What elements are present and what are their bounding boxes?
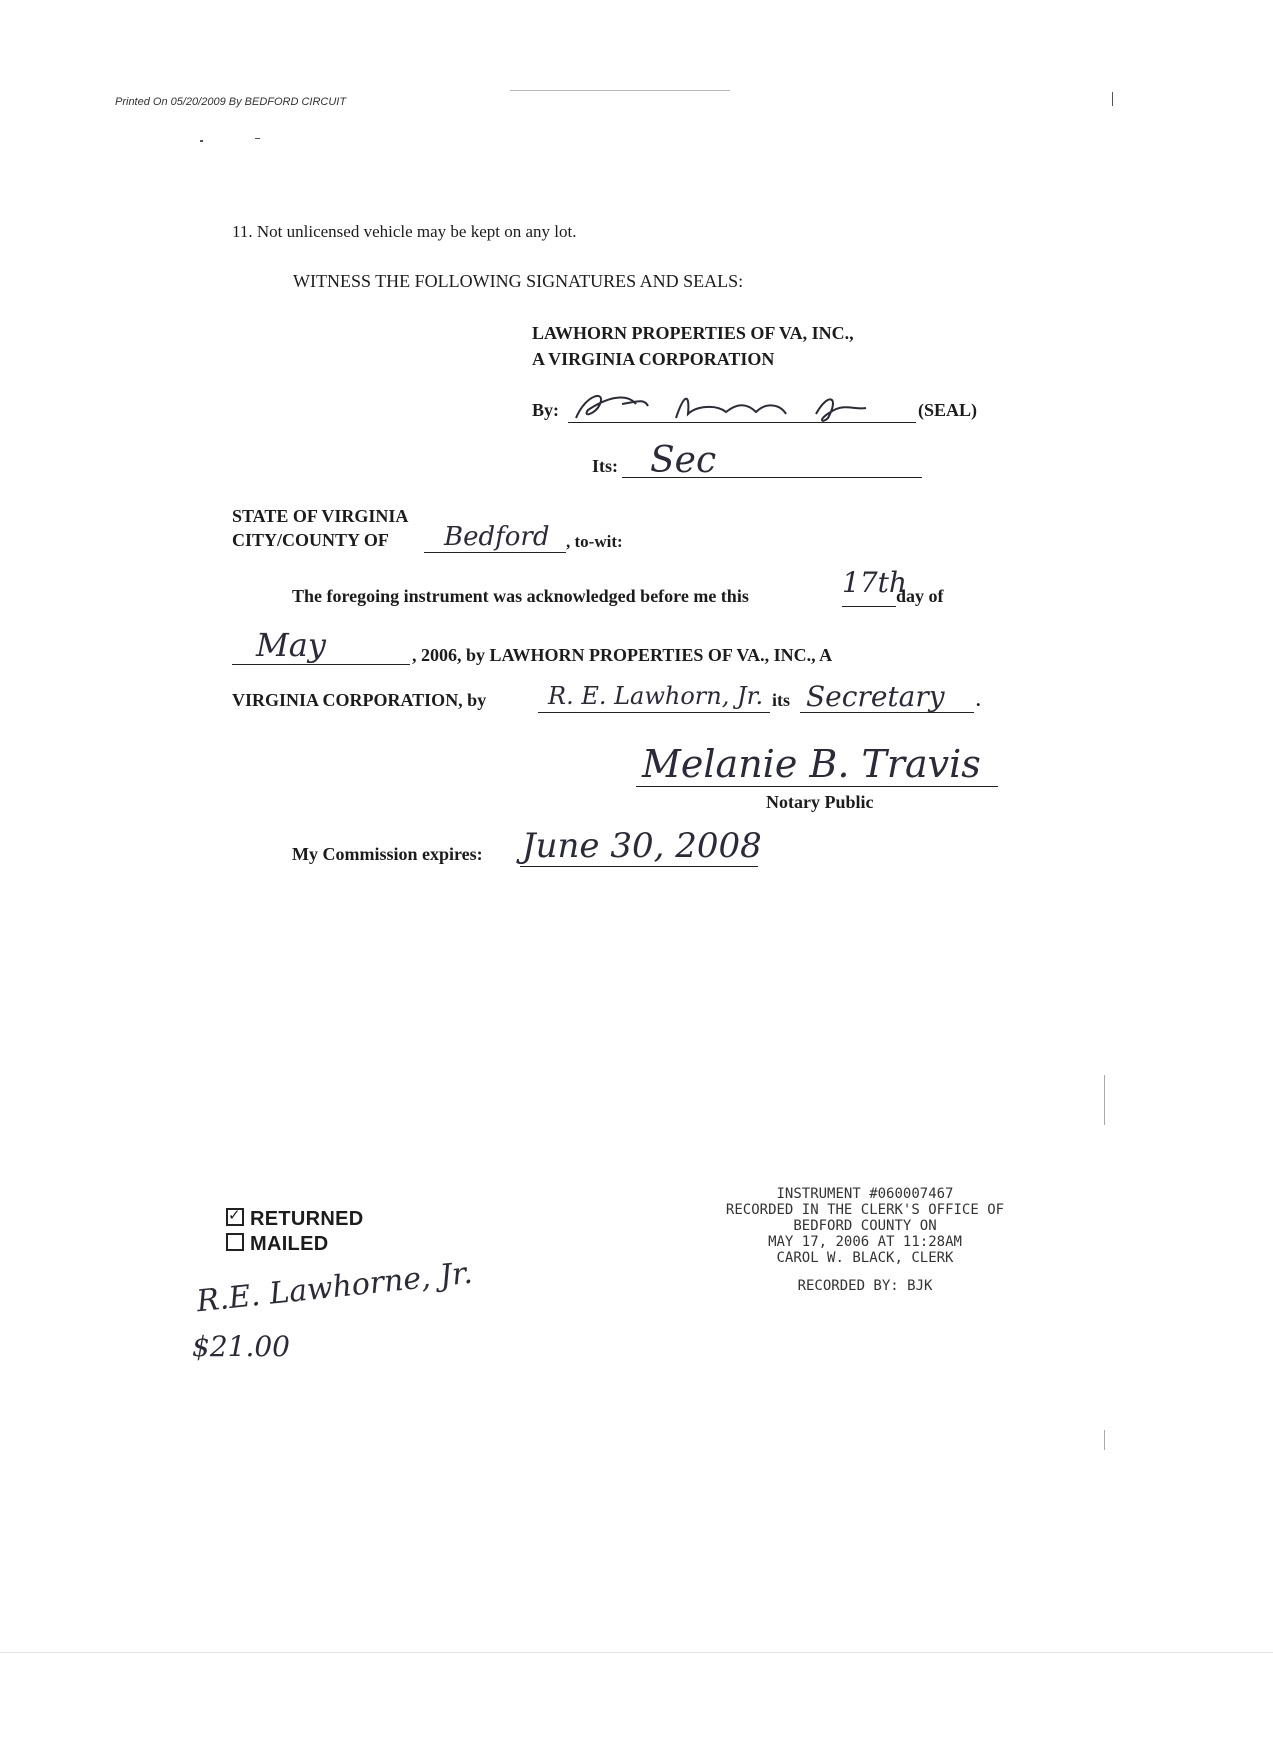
state-line: STATE OF VIRGINIA	[232, 506, 409, 526]
corporate-signature	[566, 384, 916, 430]
scan-speck	[200, 140, 203, 142]
its-word: its	[772, 690, 790, 710]
seal-label: (SEAL)	[918, 400, 978, 420]
commission-value-handwritten: June 30, 2008	[522, 826, 762, 866]
scan-edge-mark	[1104, 1075, 1105, 1125]
recording-stamp	[700, 1186, 1030, 1294]
mailed-label: MAILED	[250, 1233, 329, 1255]
acknowledgment-sentence: The foregoing instrument was acknowledged before me this	[292, 586, 749, 606]
county-value-handwritten: Bedford	[444, 522, 550, 552]
notary-signature-handwritten: Melanie B. Travis	[642, 742, 981, 786]
commission-label: My Commission expires:	[292, 844, 483, 864]
recording-line: CAROL W. BLACK, CLERK	[776, 1250, 954, 1266]
commission-line	[520, 866, 758, 867]
scan-bottom-edge	[0, 1652, 1273, 1653]
by-label: By:	[532, 400, 559, 420]
printed-on-header: Printed On 05/20/2009 By BEDFORD CIRCUIT	[115, 96, 347, 108]
mailed-checkbox	[226, 1233, 244, 1251]
its-label: Its:	[592, 456, 618, 476]
day-value-handwritten: 17th	[842, 566, 907, 599]
corporation-type: A VIRGINIA CORPORATION	[532, 349, 775, 369]
returned-label: RETURNED	[250, 1208, 364, 1230]
county-prefix: CITY/COUNTY OF	[232, 530, 389, 550]
recording-line: MAY 17, 2006 AT 11:28AM	[768, 1234, 962, 1250]
recording-line: RECORDED IN THE CLERK'S OFFICE OF	[725, 1202, 1005, 1218]
title-value-handwritten: Secretary	[806, 680, 945, 713]
clause-11: 11. Not unlicensed vehicle may be kept on any lot.	[232, 222, 577, 241]
witness-heading: WITNESS THE FOLLOWING SIGNATURES AND SEALS:	[293, 271, 744, 291]
corporation-name: LAWHORN PROPERTIES OF VA, INC.,	[532, 323, 854, 343]
scan-speck	[255, 138, 260, 139]
month-value-handwritten: May	[256, 626, 326, 664]
day-suffix: day of	[896, 586, 944, 606]
signer-line	[538, 712, 770, 713]
county-line	[424, 552, 566, 553]
day-line	[842, 606, 896, 607]
scan-edge-mark	[1104, 1430, 1105, 1450]
recorded-by: RECORDED BY: BJK	[797, 1278, 933, 1294]
signer-value-handwritten: R. E. Lawhorn, Jr.	[548, 682, 764, 710]
notary-signature-line	[636, 786, 998, 787]
returned-row	[226, 1208, 364, 1231]
scan-edge-mark	[1112, 92, 1113, 106]
recording-line: INSTRUMENT #060007467	[776, 1186, 954, 1202]
scan-artifact	[510, 90, 730, 91]
handwritten-amount: $21.00	[192, 1330, 290, 1363]
corp-by-prefix: VIRGINIA CORPORATION, by	[232, 690, 487, 710]
its-value-handwritten: Sec	[650, 440, 717, 481]
county-suffix: , to-wit:	[566, 532, 623, 551]
mailed-row	[226, 1233, 364, 1256]
handwritten-name: R.E. Lawhorne, Jr.	[194, 1255, 475, 1320]
notary-public-label: Notary Public	[766, 792, 874, 812]
month-line	[232, 664, 410, 665]
returned-checkbox	[226, 1208, 244, 1226]
recording-line: BEDFORD COUNTY ON	[793, 1218, 937, 1234]
year-line-text: , 2006, by LAWHORN PROPERTIES OF VA., INC., A	[412, 645, 833, 665]
title-period: .	[976, 690, 981, 710]
returned-stamp	[226, 1208, 364, 1256]
